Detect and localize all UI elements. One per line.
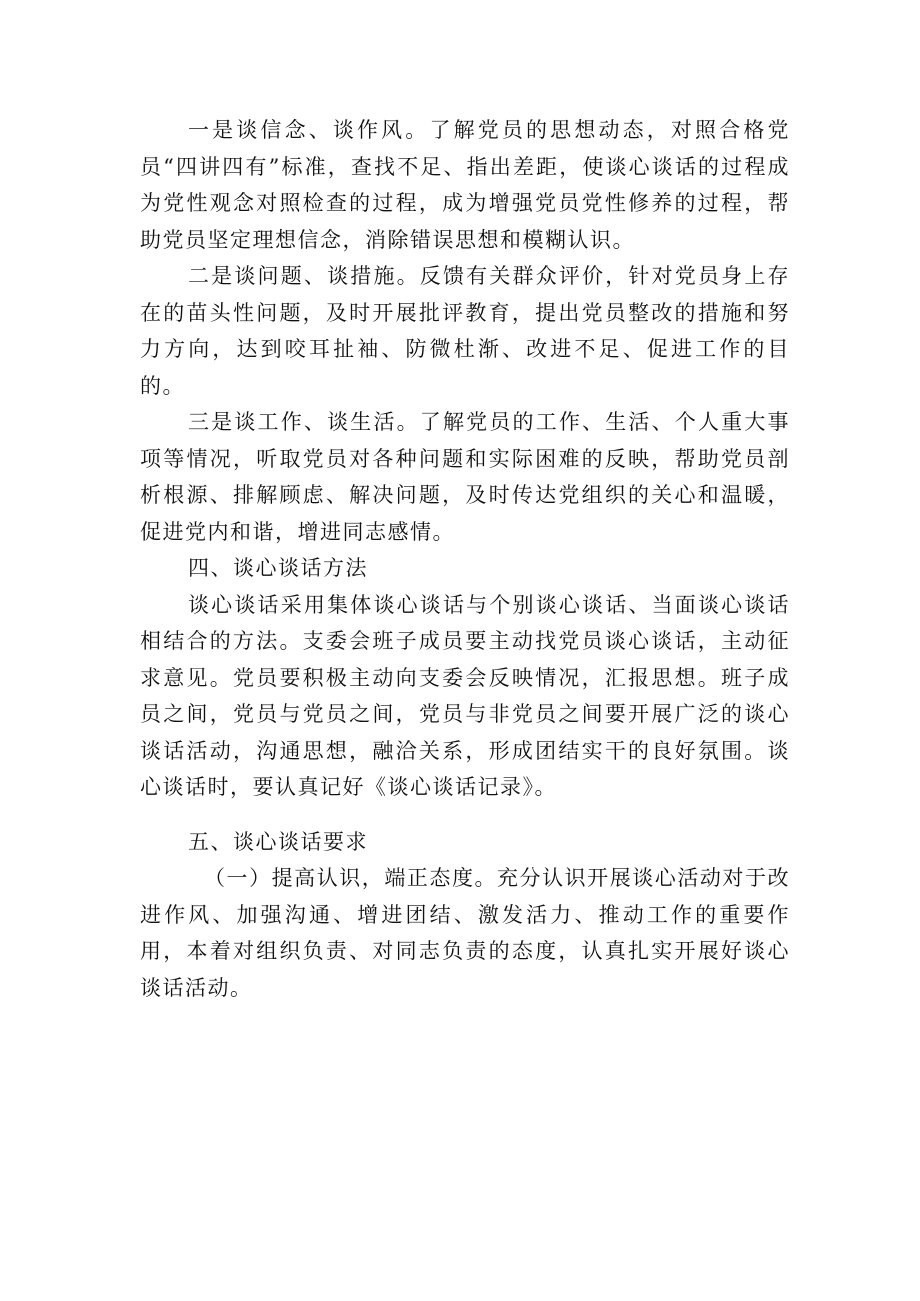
paragraph-beliefs: 一是谈信念、谈作风。了解党员的思想动态，对照合格党员“四讲四有”标准，查找不足、指出差距，使谈心谈话的过程成为党性观念对照检查的过程，成为增强党员党性修养的过程，帮助党员坚定理想信念，消除错误思想和模糊认识。 [140, 118, 790, 252]
document-body [140, 112, 790, 1006]
paragraph-problems: 二是谈问题、谈措施。反馈有关群众评价，针对党员身上存在的苗头性问题，及时开展批评教育，提出党员整改的措施和努力方向，达到咬耳扯袖、防微杜渐、改进不足、促进工作的目的。 [140, 264, 790, 398]
paragraph-methods: 谈心谈话采用集体谈心谈话与个别谈心谈话、当面谈心谈话相结合的方法。支委会班子成员要主动找党员谈心谈话，主动征求意见。党员要积极主动向支委会反映情况，汇报思想。班子成员之间，党员与党员之间，党员与非党员之间要开展广泛的谈心谈话活动，沟通思想，融洽关系，形成团结实干的良好氛围。谈心谈话时，要认真记好《谈心谈话记录》。 [140, 592, 790, 799]
paragraph-work-life: 三是谈工作、谈生活。了解党员的工作、生活、个人重大事项等情况，听取党员对各种问题和实际困难的反映，帮助党员剖析根源、排解顾虑、解决问题，及时传达党组织的关心和温暖，促进党内和谐，增进同志感情。 [140, 410, 790, 544]
section-heading-methods: 四、谈心谈话方法 [188, 556, 368, 580]
paragraph-requirement-1: （一）提高认识，端正态度。充分认识开展谈心活动对于改进作风、加强沟通、增进团结、激发活力、推动工作的重要作用，本着对组织负责、对同志负责的态度，认真扎实开展好谈心谈话活动。 [140, 866, 790, 1000]
section-heading-requirements: 五、谈心谈话要求 [188, 829, 368, 854]
